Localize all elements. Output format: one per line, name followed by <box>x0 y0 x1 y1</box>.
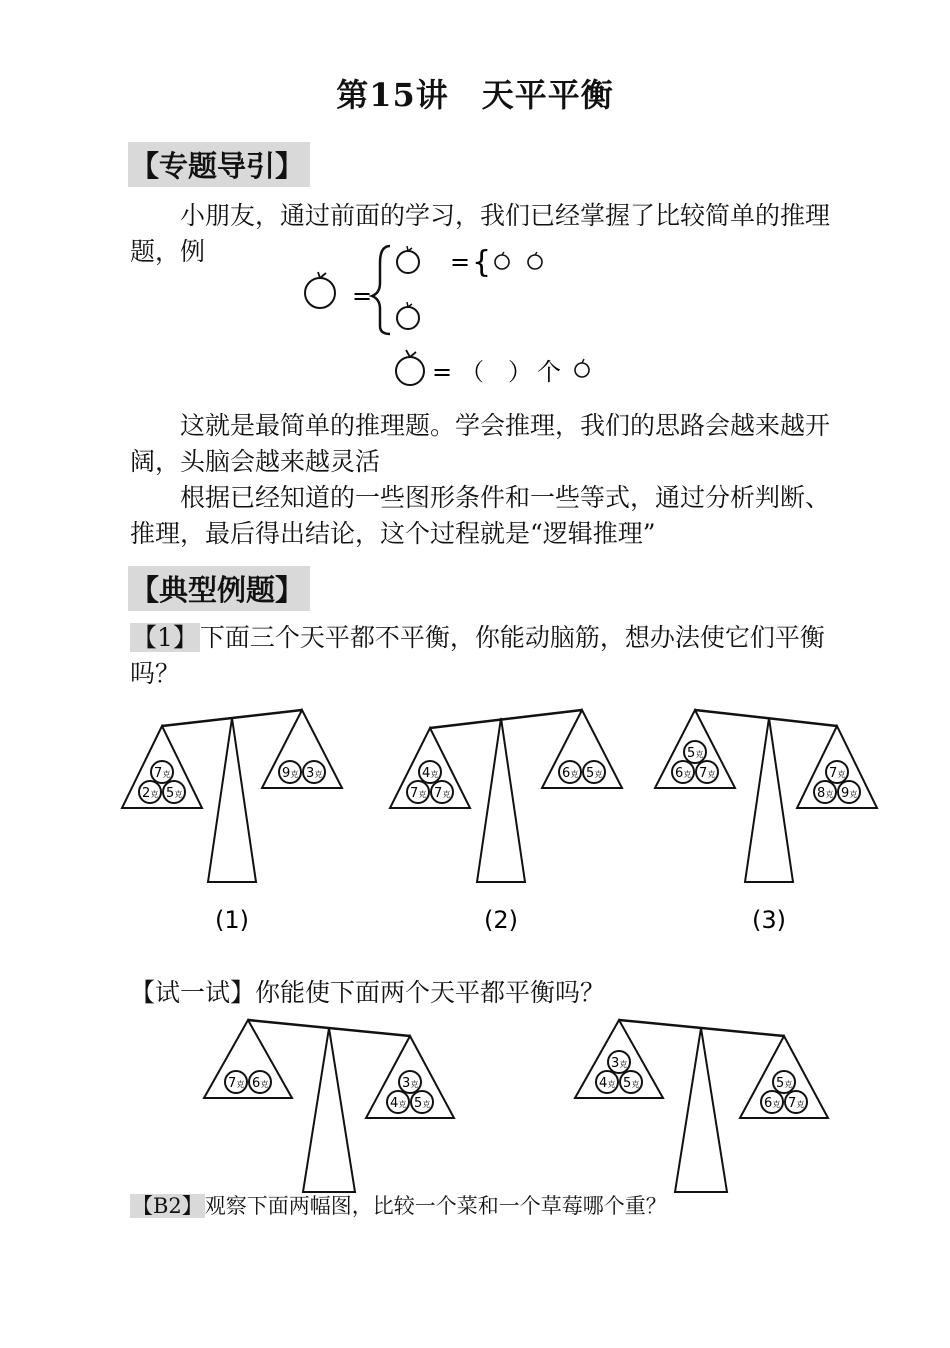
balance-post <box>208 718 256 882</box>
balance-post <box>745 718 793 882</box>
weight-value: 7 <box>154 766 163 781</box>
weight-ball <box>163 781 185 803</box>
weight-ball <box>773 1071 795 1093</box>
balance-post <box>675 1028 727 1192</box>
balance-beam <box>430 710 582 728</box>
weight-unit: 克 <box>430 770 439 779</box>
weight-ball <box>419 761 441 783</box>
balance-scale <box>655 710 877 934</box>
weight-unit: 克 <box>695 750 704 759</box>
balance-scale <box>390 710 622 934</box>
weight-unit: 克 <box>236 1080 245 1089</box>
try-it-text: 你能使下面两个天平都平衡吗？ <box>255 978 606 1007</box>
equals-sign-3: = <box>432 358 453 386</box>
weight-ball <box>249 1071 271 1093</box>
weight-ball <box>279 761 301 783</box>
weight-unit: 克 <box>607 1080 616 1089</box>
weight-ball <box>139 781 161 803</box>
weight-value: 7 <box>228 1076 237 1091</box>
weight-unit: 克 <box>619 1060 628 1069</box>
weight-unit: 克 <box>849 790 858 799</box>
weight-value: 3 <box>306 766 315 781</box>
weight-unit: 克 <box>410 1080 419 1089</box>
weight-unit: 克 <box>174 790 183 799</box>
weight-value: 8 <box>817 786 826 801</box>
weight-unit: 克 <box>398 1100 407 1109</box>
small-brace: { <box>472 245 492 280</box>
page-title: 第15讲 天平平衡 <box>336 76 614 114</box>
weight-ball <box>431 781 453 803</box>
question-1-tag: 【1】 <box>132 623 198 652</box>
weight-value: 6 <box>675 766 684 781</box>
weight-ball <box>696 761 718 783</box>
apple-icon <box>305 272 335 308</box>
weight-ball <box>387 1091 409 1113</box>
balance-scale <box>122 710 342 934</box>
weight-unit: 克 <box>825 790 834 799</box>
balance-pan <box>204 1020 292 1098</box>
weight-ball <box>411 1091 433 1113</box>
question-b2-tag: 【B2】 <box>132 1194 203 1218</box>
weight-ball <box>620 1071 642 1093</box>
weight-ball <box>596 1071 618 1093</box>
weight-unit: 克 <box>260 1080 269 1089</box>
weight-ball <box>399 1071 421 1093</box>
weight-ball <box>814 781 836 803</box>
weight-ball <box>785 1091 807 1113</box>
unit-ge: 个 <box>537 358 561 386</box>
weight-value: 4 <box>422 766 431 781</box>
weight-ball <box>838 781 860 803</box>
weight-value: 7 <box>410 786 419 801</box>
intro-paragraph-2: 这就是最简单的推理题。学会推理，我们的思路会越来越开阔，头脑会越来越灵活 <box>130 411 831 476</box>
weight-unit: 克 <box>422 1100 431 1109</box>
weight-ball <box>225 1071 247 1093</box>
balance-post <box>303 1028 355 1192</box>
weight-ball <box>684 741 706 763</box>
weight-value: 3 <box>611 1056 620 1071</box>
balance-scale <box>575 1020 828 1192</box>
weight-value: 4 <box>599 1076 608 1091</box>
weight-unit: 克 <box>631 1080 640 1089</box>
weight-value: 4 <box>390 1096 399 1111</box>
weight-value: 9 <box>282 766 291 781</box>
weight-value: 7 <box>788 1096 797 1111</box>
try-balances-figure <box>0 1010 950 1195</box>
balance-label: (2) <box>484 906 518 934</box>
weight-value: 7 <box>434 786 443 801</box>
weight-unit: 克 <box>772 1100 781 1109</box>
answer-parentheses: （ ） <box>460 358 532 386</box>
weight-unit: 克 <box>784 1080 793 1089</box>
weight-ball <box>303 761 325 783</box>
apple-icon <box>397 246 419 273</box>
weight-ball <box>151 761 173 783</box>
weight-ball <box>407 781 429 803</box>
intro-paragraph-3: 根据已经知道的一些图形条件和一些等式，通过分析判断、推理，最后得出结论，这个过程就是“逻辑推理” <box>130 483 831 548</box>
balance-scale <box>204 1020 454 1192</box>
balance-pan <box>542 710 622 788</box>
small-apple-icon <box>495 252 509 269</box>
small-apple-icon <box>575 359 589 377</box>
question-b2 <box>130 1188 850 1224</box>
balance-post <box>477 718 525 882</box>
weight-unit: 克 <box>683 770 692 779</box>
apple-equation-figure <box>290 238 650 398</box>
apple-icon <box>397 302 419 329</box>
weight-value: 5 <box>414 1096 423 1111</box>
weight-value: 5 <box>623 1076 632 1091</box>
weight-ball <box>672 761 694 783</box>
try-it-tag: 【试一试】 <box>130 978 256 1007</box>
weight-value: 5 <box>586 766 595 781</box>
weight-value: 5 <box>166 786 175 801</box>
left-brace <box>372 246 390 334</box>
weight-unit: 克 <box>837 770 846 779</box>
question-1-text: 下面三个天平都不平衡，你能动脑筋，想办法使它们平衡吗？ <box>130 623 825 688</box>
weight-unit: 克 <box>594 770 603 779</box>
weight-ball <box>583 761 605 783</box>
weight-unit: 克 <box>418 790 427 799</box>
weight-unit: 克 <box>150 790 159 799</box>
balance-beam <box>695 710 837 726</box>
weight-ball <box>559 761 581 783</box>
weight-unit: 克 <box>442 790 451 799</box>
apple-icon <box>396 350 424 385</box>
weight-value: 9 <box>841 786 850 801</box>
equals-sign-1: = <box>352 282 373 310</box>
balance-pan <box>262 710 342 788</box>
weight-unit: 克 <box>290 770 299 779</box>
question-b2-text: 观察下面两幅图，比较一个菜和一个草莓哪个重？ <box>204 1194 667 1218</box>
weight-ball <box>761 1091 783 1113</box>
weight-value: 6 <box>764 1096 773 1111</box>
weight-value: 6 <box>562 766 571 781</box>
section-heading-intro: 【专题导引】 <box>128 142 310 187</box>
weight-value: 5 <box>687 746 696 761</box>
weight-value: 7 <box>829 766 838 781</box>
weight-unit: 克 <box>162 770 171 779</box>
weight-unit: 克 <box>314 770 323 779</box>
question-1 <box>130 620 830 692</box>
weight-value: 6 <box>252 1076 261 1091</box>
weight-unit: 克 <box>796 1100 805 1109</box>
weight-unit: 克 <box>707 770 716 779</box>
weight-value: 3 <box>402 1076 411 1091</box>
balance-label: (3) <box>752 906 786 934</box>
balances-figure <box>0 690 950 950</box>
equals-sign-2: = <box>450 248 471 276</box>
weight-value: 5 <box>776 1076 785 1091</box>
weight-ball <box>608 1051 630 1073</box>
weight-ball <box>826 761 848 783</box>
weight-unit: 克 <box>570 770 579 779</box>
balance-label: (1) <box>215 906 249 934</box>
weight-value: 2 <box>142 786 151 801</box>
try-it <box>130 975 850 1011</box>
section-heading-examples: 【典型例题】 <box>128 566 310 611</box>
weight-value: 7 <box>699 766 708 781</box>
small-apple-icon <box>528 252 542 269</box>
intro-paragraph-1: 小朋友，通过前面的学习，我们已经掌握了比较简单的推理题，例 <box>130 201 831 266</box>
